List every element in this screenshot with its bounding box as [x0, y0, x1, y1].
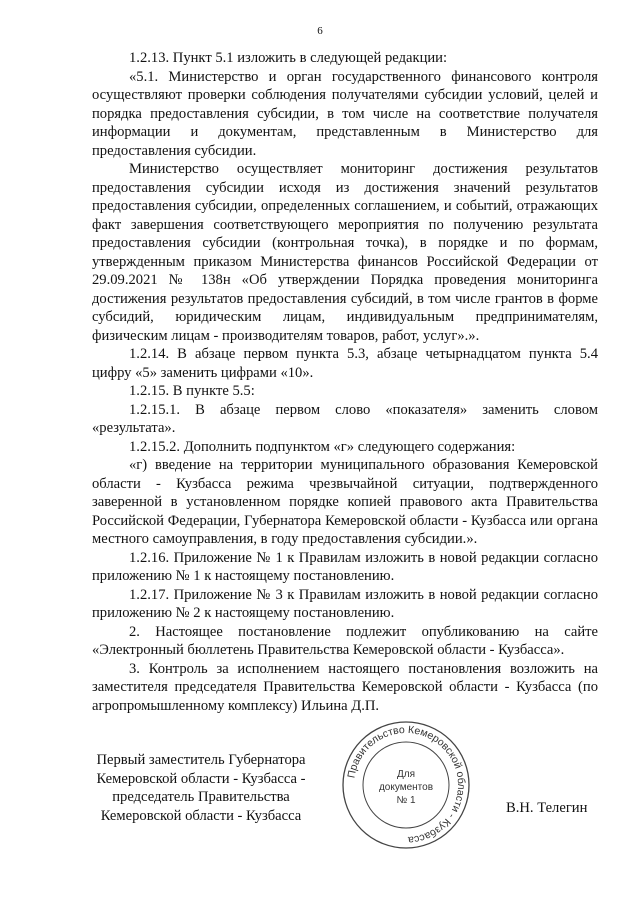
official-seal [340, 719, 472, 851]
seal-center-line: Для [396, 769, 416, 780]
signatory-position-line: Первый заместитель Губернатора [96, 752, 306, 768]
seal-center-line: № 1 [396, 795, 416, 806]
paragraph-3-control: 3. Контроль за исполнением настоящего постановления возложить на заместителя председателя Правительства Кемеровской области - Кузбасса (по агропромышленному комплексу) Ильина Д.П. [92, 660, 598, 714]
paragraph-1-2-13: 1.2.13. Пункт 5.1 изложить в следующей редакции: [129, 50, 448, 66]
document-body [92, 49, 598, 715]
signatory-name: В.Н. Телегин [506, 800, 588, 816]
paragraph-monitoring: Министерство осуществляет мониторинг достижения результатов предоставления субсидии исходя из достижения значений результатов предоставления субсидии, определенных соглашением, и событий, отражающих факт завершения соответствующего мероприятия по получению результата предоставления субсидии (контрольная точка), в порядке и по формам, утвержденным приказом Министерства финансов Российской Федерации от 29.09.2021 № 138н «Об утверждении Порядка проведения мониторинга достижения результатов предоставления субсидий, в том числе грантов в форме субсидий, юридическим лицам, индивидуальным предпринимателям, физическим лицам - производителям товаров, работ, услуг».». [92, 161, 598, 344]
paragraph-5-1-quote: «5.1. Министерство и орган государственного финансового контроля осуществляют проверки соблюдения получателями субсидии условий, целей и порядка предоставления субсидии, в том числе на соответствие получателя информации и документам, представленным в Министерство для предоставления субсидии. [92, 68, 598, 159]
paragraph-1-2-16: 1.2.16. Приложение № 1 к Правилам изложить в новой редакции согласно приложению № 1 к настоящему постановлению. [92, 549, 598, 584]
seal-center-line: документов [378, 782, 434, 793]
signatory-position-line: Кемеровской области - Кузбасса - [96, 770, 306, 787]
signatory-position-line: председатель Правительства [112, 789, 290, 805]
signatory-position [86, 751, 316, 825]
seal-ring-text: Правительство Кемеровской области - Кузбасса [345, 723, 468, 847]
paragraph-1-2-15-2: 1.2.15.2. Дополнить подпунктом «г» следующего содержания: [129, 438, 516, 455]
signatory-position-line: Кемеровской области - Кузбасса [100, 807, 302, 824]
paragraph-subpoint-g: «г) введение на территории муниципального образования Кемеровской области - Кузбасса режима чрезвычайной ситуации, подтвержденного заверенной в установленном порядке копией правового акта Правительства Российской Федерации, Губернатора Кемеровской области - Кузбасса или органа местного самоуправления, в году предоставления субсидии.». [92, 457, 598, 547]
paragraph-1-2-15-1: 1.2.15.1. В абзаце первом слово «показателя» заменить словом «результата». [92, 401, 598, 436]
paragraph-1-2-14: 1.2.14. В абзаце первом пункта 5.3, абзаце четырнадцатом пункта 5.4 цифру «5» заменить цифрами «10». [92, 346, 598, 381]
paragraph-1-2-15: 1.2.15. В пункте 5.5: [129, 383, 255, 399]
paragraph-1-2-17: 1.2.17. Приложение № 3 к Правилам изложить в новой редакции согласно приложению № 2 к настоящему постановлению. [92, 586, 598, 621]
paragraph-2-publication: 2. Настоящее постановление подлежит опубликованию на сайте «Электронный бюллетень Правительства Кемеровской области - Кузбасса». [92, 623, 598, 658]
page-number: 6 [317, 25, 323, 37]
